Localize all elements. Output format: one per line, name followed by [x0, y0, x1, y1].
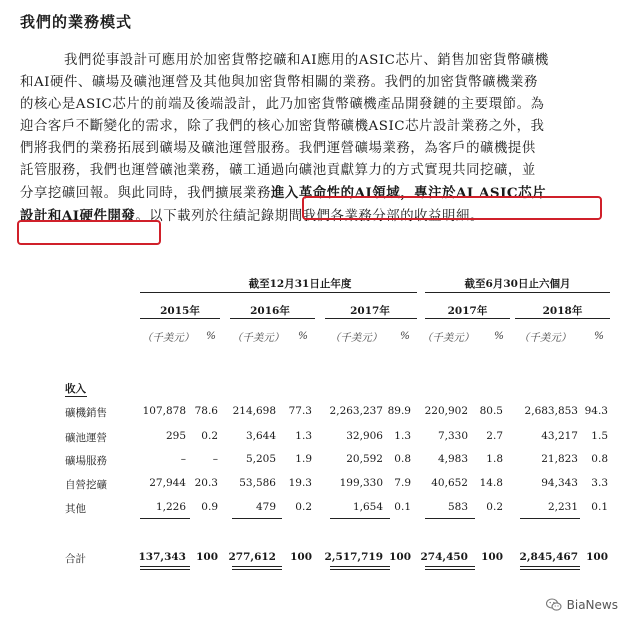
pct-header: % — [494, 330, 504, 342]
section-label-revenue: 收入 — [65, 383, 86, 395]
section-heading: 我們的業務模式 — [20, 13, 133, 31]
row-label: 礦池運營 — [65, 432, 107, 444]
table-cell-percent: 0.2 — [486, 501, 503, 513]
paragraph-line: 迎合客戶不斷變化的需求，除了我們的核心加密貨幣礦機ASIC芯片設計業務之外，我 — [20, 119, 545, 134]
table-cell-amount: 295 — [165, 430, 186, 442]
row-label: 礦機銷售 — [65, 407, 107, 419]
table-cell-percent: 0.8 — [591, 453, 608, 465]
table-cell-amount: 21,823 — [541, 453, 578, 465]
paragraph-line: 的核心是ASIC芯片的前端及後端設計，此乃加密貨幣礦機產品開發鏈的主要環節。為 — [20, 97, 545, 112]
table-cell-percent: 1.3 — [295, 430, 312, 442]
table-cell-percent: 78.6 — [194, 405, 218, 417]
subtotal-rule — [232, 518, 282, 519]
table-cell-amount: 214,698 — [232, 405, 276, 417]
paragraph-line: 託管服務，我們也運營礦池業務，礦工通過向礦池貢獻算力的方式實現共同挖礦，並 — [20, 163, 536, 178]
table-cell-amount: 4,983 — [437, 453, 468, 465]
total-double-rule — [232, 566, 282, 570]
table-cell-amount: 40,652 — [431, 477, 468, 489]
table-cell-percent: 0.9 — [201, 501, 218, 513]
table-cell-amount: 53,586 — [239, 477, 276, 489]
total-cell-percent: 100 — [389, 551, 411, 563]
highlighted-text-ai-hardware: 設計和AI硬件開發 — [20, 208, 136, 224]
table-cell-percent: 0.2 — [201, 430, 218, 442]
table-cell-percent: 3.3 — [591, 477, 608, 489]
total-cell-amount: 2,517,719 — [324, 551, 383, 563]
table-cell-percent: 2.7 — [486, 430, 503, 442]
pct-header: % — [298, 330, 308, 342]
subtotal-rule — [140, 518, 190, 519]
year-header: 2018年 — [542, 305, 583, 317]
total-label: 合計 — [65, 553, 86, 565]
table-cell-percent: 1.3 — [394, 430, 411, 442]
subtotal-rule — [520, 518, 580, 519]
table-cell-amount: 1,226 — [155, 501, 186, 513]
year-header: 2017年 — [447, 305, 488, 317]
unit-header: （千美元） — [141, 332, 195, 344]
year-rule — [230, 318, 315, 319]
table-cell-amount: 27,944 — [149, 477, 186, 489]
table-cell-percent: 0.8 — [394, 453, 411, 465]
table-cell-percent: 0.1 — [591, 501, 608, 513]
total-double-rule — [140, 566, 190, 570]
table-cell-percent: 80.5 — [479, 405, 503, 417]
table-cell-amount: 2,683,853 — [524, 405, 578, 417]
table-cell-amount: 5,205 — [245, 453, 276, 465]
table-cell-amount: 43,217 — [541, 430, 578, 442]
table-cell-amount: 107,878 — [142, 405, 186, 417]
table-cell-percent: 1.8 — [486, 453, 503, 465]
unit-header: （千美元） — [421, 332, 475, 344]
total-double-rule — [520, 566, 580, 570]
table-cell-amount: 3,644 — [245, 430, 276, 442]
total-cell-percent: 100 — [481, 551, 503, 563]
table-cell-amount: 20,592 — [346, 453, 383, 465]
total-cell-percent: 100 — [196, 551, 218, 563]
total-cell-amount: 274,450 — [420, 551, 468, 563]
total-cell-percent: 100 — [290, 551, 312, 563]
table-cell-percent: 19.3 — [288, 477, 312, 489]
paragraph-line: 們將我們的業務拓展到礦場及礦池運營服務。我們運營礦場業務，為客戶的礦機提供 — [20, 141, 536, 156]
year-header: 2015年 — [160, 305, 200, 317]
table-cell-percent: 89.9 — [387, 405, 411, 417]
pct-header: % — [400, 330, 410, 342]
table-cell-amount: 2,231 — [547, 501, 578, 513]
watermark-text: BiaNews — [566, 598, 618, 612]
total-double-rule — [330, 566, 390, 570]
unit-header: （千美元） — [329, 332, 383, 344]
table-cell-amount: 7,330 — [437, 430, 468, 442]
table-cell-amount: 32,906 — [346, 430, 383, 442]
table-cell-amount: 220,902 — [424, 405, 468, 417]
unit-header: （千美元） — [231, 332, 285, 344]
table-cell-amount: 1,654 — [352, 501, 383, 513]
total-cell-amount: 137,343 — [138, 551, 186, 563]
highlighted-text-ai-field: 進入革命性的AI領域，專注於AI ASIC芯片 — [270, 185, 547, 201]
paragraph-text: 分享挖礦回報。與此同時，我們擴展業務 — [20, 186, 271, 201]
wechat-icon — [546, 598, 562, 612]
table-cell-amount: – — [180, 453, 186, 465]
table-cell-percent: 20.3 — [194, 477, 218, 489]
group-rule — [425, 292, 610, 293]
table-cell-percent: – — [212, 453, 218, 465]
total-cell-percent: 100 — [586, 551, 608, 563]
total-cell-amount: 277,612 — [228, 551, 276, 563]
subtotal-rule — [425, 518, 475, 519]
pct-header: % — [594, 330, 604, 342]
section-label-underline — [65, 396, 87, 397]
table-cell-percent: 1.9 — [295, 453, 312, 465]
table-cell-amount: 479 — [255, 501, 276, 513]
unit-header: （千美元） — [518, 332, 572, 344]
row-label: 礦場服務 — [65, 455, 107, 467]
table-cell-amount: 2,263,237 — [329, 405, 383, 417]
table-cell-percent: 94.3 — [584, 405, 608, 417]
paragraph-line: 我們從事設計可應用於加密貨幣挖礦和AI應用的ASIC芯片、銷售加密貨幣礦機 — [64, 53, 549, 68]
year-rule — [515, 318, 610, 319]
paragraph-text: 。以下載列於往績記錄期間我們各業務分部的收益明細。 — [135, 209, 484, 224]
row-label: 其他 — [65, 503, 86, 515]
year-rule — [140, 318, 220, 319]
table-cell-percent: 77.3 — [288, 405, 312, 417]
source-watermark — [546, 598, 618, 612]
table-cell-amount: 94,343 — [541, 477, 578, 489]
table-cell-percent: 0.2 — [295, 501, 312, 513]
group-rule — [140, 292, 417, 293]
table-cell-amount: 199,330 — [339, 477, 383, 489]
table-cell-amount: 583 — [447, 501, 468, 513]
table-cell-percent: 7.9 — [394, 477, 411, 489]
total-double-rule — [425, 566, 475, 570]
group-header-full-year: 截至12月31日止年度 — [248, 278, 352, 290]
table-cell-percent: 1.5 — [591, 430, 608, 442]
group-header-six-months: 截至6月30日止六個月 — [464, 278, 571, 290]
paragraph-line: 和AI硬件、礦場及礦池運營及其他與加密貨幣相關的業務。我們的加密貨幣礦機業務 — [20, 75, 538, 90]
year-rule — [425, 318, 510, 319]
subtotal-rule — [330, 518, 390, 519]
row-label: 自營挖礦 — [65, 479, 107, 491]
table-cell-percent: 14.8 — [479, 477, 503, 489]
year-header: 2016年 — [250, 305, 290, 317]
year-rule — [325, 318, 417, 319]
table-cell-percent: 0.1 — [394, 501, 411, 513]
pct-header: % — [206, 330, 216, 342]
year-header: 2017年 — [350, 305, 390, 317]
total-cell-amount: 2,845,467 — [519, 551, 578, 563]
